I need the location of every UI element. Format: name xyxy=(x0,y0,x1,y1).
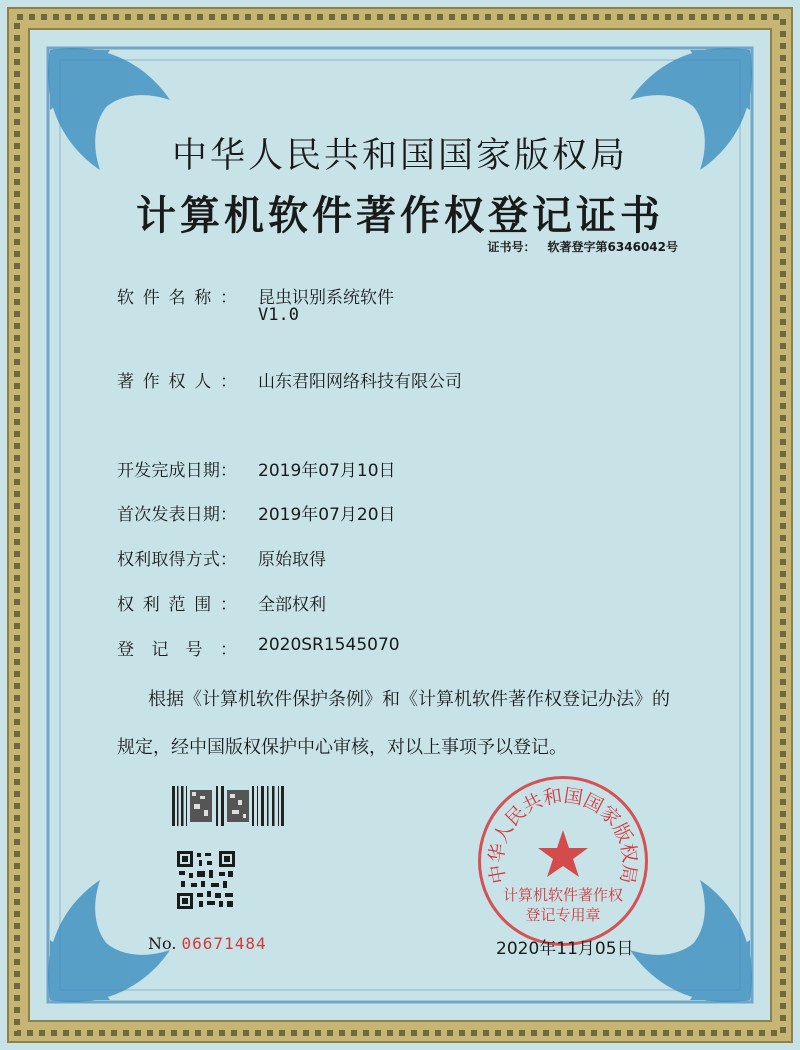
acquire-method-label: 权利取得方式： xyxy=(117,550,237,570)
dev-complete-date-label: 开发完成日期： xyxy=(117,461,237,481)
issuer-name: 中华人民共和国国家版权局 xyxy=(171,136,628,176)
seal-ring-text: 中华人民共和国国家版权局 xyxy=(485,784,641,886)
star-icon xyxy=(538,830,588,877)
first-publish-date-label: 首次发表日期： xyxy=(117,505,237,525)
certificate-title: 计算机软件著作权登记证书 xyxy=(136,193,664,239)
qr-code-image xyxy=(177,851,235,909)
acquire-method-value: 原始取得 xyxy=(258,550,326,570)
owner-label: 著作权人： xyxy=(117,372,237,392)
first-publish-date-value: 2019年07月20日 xyxy=(258,505,396,525)
seal-line-2: 登记专用章 xyxy=(525,906,601,924)
statement-line-2: 规定，经中国版权保护中心审核，对以上事项予以登记。 xyxy=(117,737,567,758)
certificate-number-value: 软著登字第6346042号 xyxy=(547,240,678,254)
owner-value: 山东君阳网络科技有限公司 xyxy=(258,372,462,392)
software-name-label: 软件名称： xyxy=(117,288,237,308)
certificate-number-label: 证书号： xyxy=(487,240,536,254)
serial-value: 06671484 xyxy=(181,934,267,953)
seal-line-1: 计算机软件著作权 xyxy=(503,886,624,904)
serial-number xyxy=(148,934,267,953)
registration-number-value: 2020SR1545070 xyxy=(258,635,400,655)
registration-number-label: 登记号： xyxy=(117,640,237,660)
rights-scope-value: 全部权利 xyxy=(258,595,326,615)
certificate-number xyxy=(488,238,678,255)
barcode-image xyxy=(172,786,284,826)
issue-date: 2020年11月05日 xyxy=(496,939,634,959)
rights-scope-label: 权利范围： xyxy=(117,595,237,615)
software-version-value: V1.0 xyxy=(258,305,299,325)
serial-prefix: No. xyxy=(148,934,177,953)
software-name-value: 昆虫识别系统软件 xyxy=(258,288,394,308)
statement-line-1: 根据《计算机软件保护条例》和《计算机软件著作权登记办法》的 xyxy=(148,689,670,710)
dev-complete-date-value: 2019年07月10日 xyxy=(258,461,396,481)
